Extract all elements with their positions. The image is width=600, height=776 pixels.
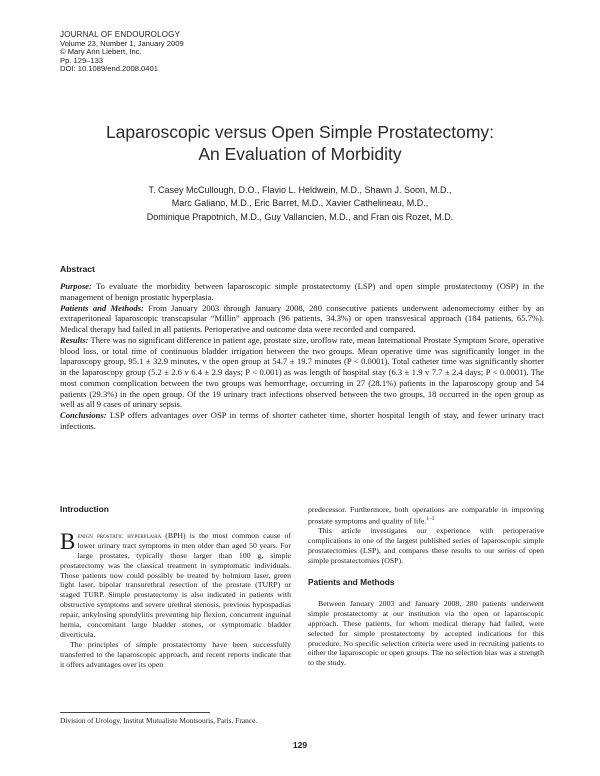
- authors-line-2: Marc Galiano, M.D., Eric Barret, M.D., Xavier Cathelineau, M.D.,: [171, 198, 429, 209]
- title-line-2: An Evaluation of Morbidity: [198, 144, 402, 164]
- intro-paragraph-1: [60, 528, 291, 640]
- intro-p1-text: (BPH) is the most common cause of lower urinary tract symptoms in men older than aged 50 years. For large prostates, typically those larger than 100 g, simple prostatectomy was the classical treatment in symptomatic individuals. Those patients now could possibly be treated by holmium laser, green light laser, bipolar transurethral resection of the prostate (TURP) or staged TURP. Simple prostatectomy is also indicated in patients with obstructive symptoms and severe urethral stenosis, previous hypospadias repair, ankylosing spondylitis preventing hip flexion, concurrent inguinal hernia, concomitant large bladder stones, or symptomatic bladder diverticula.: [60, 530, 291, 639]
- abstract-heading: Abstract: [60, 264, 95, 274]
- methods-heading: Patients and Methods: [308, 577, 395, 588]
- intro-paragraph-continued: [308, 505, 544, 526]
- abstract-purpose: [60, 281, 544, 303]
- authors-line-3: Dominique Prapotnich, M.D., Guy Vallancien, M.D., and Fran ois Rozet, M.D.: [146, 211, 454, 222]
- drop-cap: B: [60, 528, 76, 554]
- doi: DOI: 10.1089/end.2008.0401: [60, 64, 158, 74]
- journal-name: JOURNAL OF ENDOUROLOGY: [60, 30, 181, 39]
- copyright-line: © Mary Ann Liebert, Inc.: [60, 47, 142, 57]
- abstract-methods: [60, 303, 544, 335]
- title-line-1: Laparoscopic versus Open Simple Prostatectomy:: [105, 122, 495, 142]
- results-label: Results:: [60, 334, 89, 345]
- conclusions-label: Conclusions:: [60, 410, 107, 420]
- page-number: 129: [292, 740, 308, 750]
- intro-paragraph-2: The principles of simple prostatectomy have been successfully transferred to the laparoscopic approach, and recent reports indicate that it offers advantages over its open: [60, 639, 291, 669]
- authors-line-1: T. Casey McCullough, D.O., Flavio L. Heldwein, M.D., Shawn J. Soon, M.D.,: [148, 185, 452, 195]
- masthead: [60, 31, 184, 74]
- results-text: There was no significant difference in patient age, prostate size, uroflow rate, mean International Prostate Symptom Score, operative blood loss, or total time of continuous bladder irrigation between the two groups. Mean operative time was significantly longer in the laparoscopy group, 95.1 ± 32.9 minutes, v the open group at 54.7 ± 19.7 minutes (P < 0.0001). Total catheter time was significantly shorter in the laparoscopy group (5.2 ± 2.6 v 6.4 ± 2.9 days; P < 0.001) as was length of hospital stay (6.3 ± 1.9 v 7.7 ± 2.4 days; P < 0.0001). The most common complication between the two groups was hemorrhage, occurring in 27 (28.1%) patients in the laparoscopy group and 54 patients (29.3%) in the open group. Of the 19 urinary tract infections observed between the two groups, 18 occurred in the open group as well as all 9 cases of urinary sepsis.: [60, 334, 544, 410]
- author-list: [0, 184, 600, 224]
- journal-volume: Volume 23, Number 1, January 2009: [60, 38, 184, 48]
- footnote-rule: [60, 712, 210, 713]
- methods-paragraph-1: Between January 2003 and January 2008, 280 patients underwent simple prostatectomy at our institution via the open or laparoscopic approach. These patients, for whom medical therapy had failed, were selected for simple prostatectomy by accepted indications for this procedure. No specific selection criteria were used in recruiting patients to either the laparoscopic or open groups. The no selection bias was a strength to the study.: [308, 598, 544, 668]
- intro-paragraph-3: This article investigates our experience with perioperative complications in one of the largest published series of laparoscopic simple prostatectomies (LSP), and compares these results to our series of open simple prostatectomies (OSP).: [308, 526, 544, 566]
- abstract-results: [60, 335, 544, 410]
- affiliation-footnote: Division of Urology, Institut Mutualiste Montsouris, Paris, France.: [60, 716, 258, 725]
- intro-cont-text: predecessor. Furthermore, both operations are comparable in improving prostate symptoms and quality of life.: [308, 505, 544, 526]
- purpose-label: Purpose:: [60, 281, 92, 291]
- methods-label: Patients and Methods:: [60, 302, 144, 313]
- citation-ref: 1–3: [426, 515, 435, 522]
- introduction-heading: Introduction: [60, 504, 109, 514]
- purpose-text: To evaluate the morbidity between laparoscopic simple prostatectomy (LSP) and open simple prostatectomy (OSP) in the management of benign prostatic hyperplasia.: [60, 281, 544, 302]
- page-range: Pp. 129–133: [60, 55, 104, 65]
- conclusions-text: LSP offers advantages over OSP in terms of shorter catheter time, shorter hospital length of stay, and fewer urinary tract infections.: [60, 410, 544, 431]
- left-column: [60, 505, 291, 670]
- article-title: [0, 121, 600, 165]
- abstract-body: [60, 281, 544, 432]
- right-column: [308, 505, 544, 668]
- methods-text: From January 2003 through January 2008, 280 consecutive patients underwent adenomectomy either by an extraperitoneal laparoscopic transcapsular “Millin” approach (96 patients, 34.3%) or open transvesical approach (184 patients, 65.7%). Medical therapy had failed in all patients. Perioperative and outcome data were recorded and compared.: [60, 302, 545, 334]
- abstract-conclusions: [60, 410, 544, 432]
- intro-smallcaps: enign prostatic hyperplasia: [77, 530, 162, 540]
